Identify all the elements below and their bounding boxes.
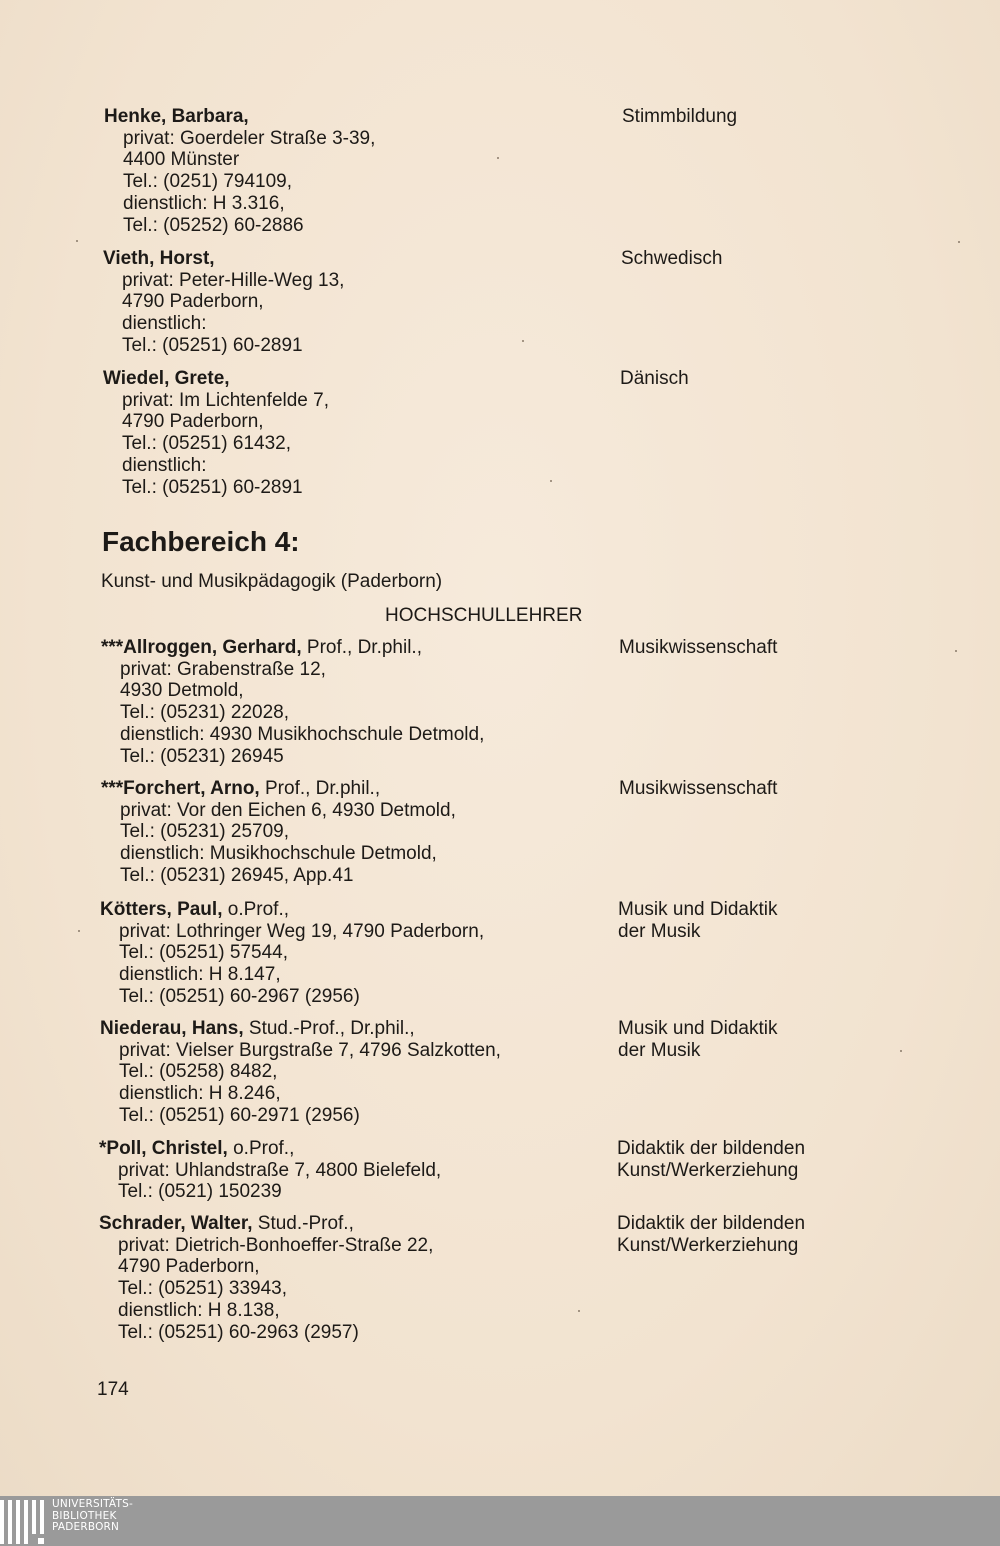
- subject-area: [618, 899, 777, 942]
- contact-line: Tel.: (05231) 22028,: [120, 702, 290, 724]
- person-name: Henke, Barbara,: [104, 106, 249, 127]
- contact-line: privat: Vor den Eichen 6, 4930 Detmold,: [120, 799, 456, 821]
- person-name: Vieth, Horst,: [103, 248, 215, 269]
- section-label: HOCHSCHULLEHRER: [385, 605, 583, 626]
- paper-speck: [578, 1310, 580, 1312]
- subject-area: [621, 248, 722, 270]
- subject-line: Schwedisch: [621, 248, 723, 269]
- section-subheading: Kunst- und Musikpädagogik (Paderborn): [101, 571, 443, 592]
- contact-line: 4930 Detmold,: [120, 680, 244, 702]
- library-name-line1: UNIVERSITÄTS-: [52, 1498, 133, 1510]
- contact-line: dienstlich: H 3.316,: [123, 192, 285, 214]
- contact-line: privat: Uhlandstraße 7, 4800 Bielefeld,: [118, 1159, 442, 1181]
- subject-area: [619, 778, 777, 800]
- contact-line: dienstlich: H 8.138,: [118, 1299, 280, 1321]
- contact-line: 4400 Münster: [123, 149, 240, 171]
- subject-line: der Musik: [618, 1039, 701, 1061]
- contact-line: Tel.: (05258) 8482,: [119, 1061, 278, 1083]
- contact-line: dienstlich:: [122, 313, 207, 335]
- academic-title: o.Prof.,: [233, 1138, 295, 1159]
- subject-area: [617, 1213, 805, 1256]
- subject-line: Musik und Didaktik: [618, 899, 778, 920]
- subject-area: [619, 637, 777, 659]
- contact-line: Tel.: (05252) 60-2886: [123, 214, 304, 236]
- contact-line: Tel.: (05231) 26945, App.41: [120, 864, 354, 886]
- academic-title: Prof., Dr.phil.,: [265, 778, 381, 799]
- subject-area: [620, 368, 689, 390]
- person-name: ***Forchert, Arno,: [101, 778, 260, 799]
- contact-line: Tel.: (05251) 60-2971 (2956): [119, 1104, 360, 1126]
- paper-speck: [78, 930, 80, 932]
- subject-area: [617, 1138, 805, 1181]
- subject-line: Stimmbildung: [622, 106, 738, 127]
- subject-line: Dänisch: [620, 368, 689, 389]
- contact-line: Tel.: (05251) 57544,: [119, 942, 289, 964]
- contact-line: Tel.: (05251) 33943,: [118, 1278, 288, 1300]
- subject-line: Kunst/Werkerziehung: [617, 1234, 799, 1256]
- contact-line: Tel.: (05251) 60-2891: [122, 476, 303, 498]
- contact-line: Tel.: (0521) 150239: [118, 1181, 282, 1203]
- paper-speck: [497, 157, 499, 159]
- paper-speck: [76, 240, 78, 242]
- contact-line: 4790 Paderborn,: [122, 291, 264, 313]
- contact-line: dienstlich: H 8.246,: [119, 1083, 281, 1105]
- contact-line: Tel.: (05251) 60-2967 (2956): [119, 985, 360, 1007]
- contact-line: privat: Peter-Hille-Weg 13,: [122, 269, 345, 291]
- contact-line: Tel.: (05251) 60-2891: [122, 334, 303, 356]
- entry-details: [99, 1138, 441, 1203]
- entry-name-line: [99, 1213, 433, 1235]
- subject-line: Didaktik der bildenden: [617, 1213, 806, 1234]
- subject-line: Kunst/Werkerziehung: [617, 1159, 799, 1181]
- paper-speck: [955, 650, 957, 652]
- contact-line: dienstlich: Musikhochschule Detmold,: [120, 843, 437, 865]
- entry-name-line: [104, 106, 375, 128]
- entry-name-line: [101, 637, 484, 659]
- subject-line: Didaktik der bildenden: [617, 1138, 806, 1159]
- paper-speck: [522, 340, 524, 342]
- academic-title: Stud.-Prof., Dr.phil.,: [248, 1018, 415, 1039]
- contact-line: dienstlich: H 8.147,: [119, 964, 281, 986]
- entry-details: [103, 368, 329, 498]
- section-heading: Fachbereich 4:: [102, 526, 300, 557]
- academic-title: Stud.-Prof.,: [257, 1213, 354, 1234]
- person-name: ***Allroggen, Gerhard,: [101, 637, 302, 658]
- person-name: Kötters, Paul,: [100, 899, 223, 920]
- library-name: [52, 1499, 133, 1534]
- contact-line: privat: Grabenstraße 12,: [120, 658, 326, 680]
- paper-speck: [900, 1050, 902, 1052]
- person-name: *Poll, Christel,: [99, 1138, 228, 1159]
- entry-name-line: [101, 778, 456, 800]
- contact-line: Tel.: (0251) 794109,: [123, 171, 293, 193]
- entry-details: [103, 248, 344, 357]
- entry-name-line: [99, 1138, 441, 1160]
- entry-details: [100, 899, 484, 1008]
- contact-line: privat: Goerdeler Straße 3-39,: [123, 127, 376, 149]
- contact-line: dienstlich:: [122, 454, 207, 476]
- subject-line: Musikwissenschaft: [619, 778, 778, 799]
- library-name-line3: PADERBORN: [52, 1521, 120, 1533]
- subject-area: [618, 1018, 777, 1061]
- contact-line: dienstlich: 4930 Musikhochschule Detmold,: [120, 723, 485, 745]
- contact-line: Tel.: (05231) 26945: [120, 745, 284, 767]
- subject-line: Musikwissenschaft: [619, 637, 778, 658]
- entry-details: [101, 778, 456, 887]
- contact-line: Tel.: (05231) 25709,: [120, 821, 290, 843]
- contact-line: privat: Vielser Burgstraße 7, 4796 Salzkotten,: [119, 1039, 501, 1061]
- contact-line: Tel.: (05251) 60-2963 (2957): [118, 1321, 359, 1343]
- subject-area: [622, 106, 737, 128]
- paper-speck: [550, 480, 552, 482]
- paper-speck: [958, 241, 960, 243]
- library-name-line2: BIBLIOTHEK: [52, 1509, 117, 1522]
- entry-name-line: [100, 1018, 501, 1040]
- contact-line: 4790 Paderborn,: [122, 411, 264, 433]
- entry-name-line: [103, 368, 329, 390]
- entry-details: [99, 1213, 433, 1343]
- person-name: Wiedel, Grete,: [103, 368, 230, 389]
- entry-name-line: [100, 899, 484, 921]
- page-number: 174: [97, 1379, 129, 1400]
- person-name: Niederau, Hans,: [100, 1018, 244, 1039]
- entry-details: [104, 106, 375, 236]
- subject-line: Musik und Didaktik: [618, 1018, 778, 1039]
- contact-line: privat: Lothringer Weg 19, 4790 Paderborn,: [119, 920, 485, 942]
- person-name: Schrader, Walter,: [99, 1213, 253, 1234]
- entry-name-line: [103, 248, 344, 270]
- contact-line: Tel.: (05251) 61432,: [122, 433, 292, 455]
- entry-details: [101, 637, 484, 767]
- contact-line: privat: Dietrich-Bonhoeffer-Straße 22,: [118, 1234, 434, 1256]
- contact-line: 4790 Paderborn,: [118, 1256, 260, 1278]
- subject-line: der Musik: [618, 920, 701, 942]
- entry-details: [100, 1018, 501, 1127]
- library-footer: [0, 1496, 1000, 1546]
- academic-title: o.Prof.,: [227, 899, 290, 920]
- contact-line: privat: Im Lichtenfelde 7,: [122, 389, 329, 411]
- academic-title: Prof., Dr.phil.,: [306, 637, 422, 658]
- library-logo-icon: [0, 1496, 48, 1546]
